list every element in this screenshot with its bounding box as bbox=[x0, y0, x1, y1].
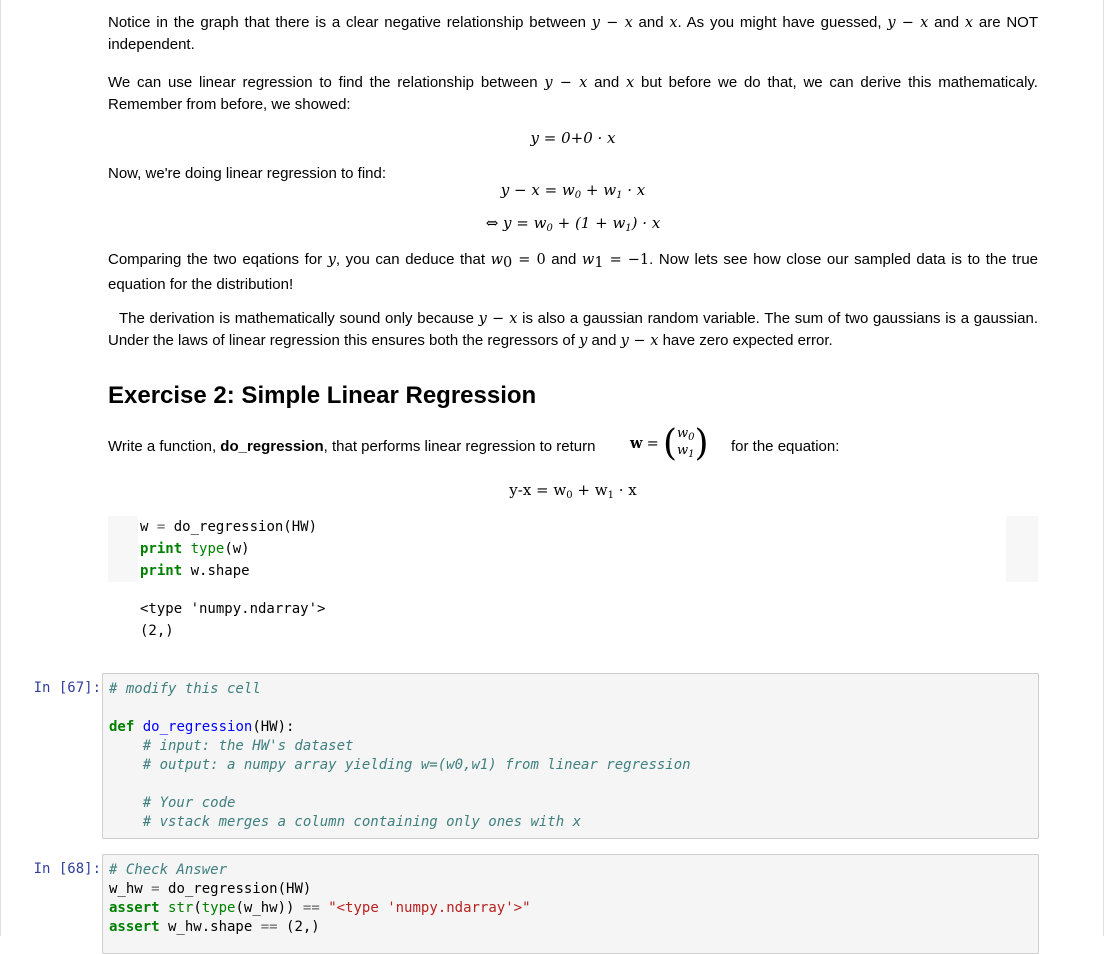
code-keyword: print bbox=[140, 541, 183, 557]
math-w: w bbox=[581, 252, 595, 268]
output-line: (2,) bbox=[140, 623, 174, 639]
text-segment: but before we do that, we can derive this mathematicaly. Remember from before, we showed: bbox=[108, 74, 1038, 113]
equation-text: · x bbox=[622, 181, 646, 199]
code-builtin: type bbox=[190, 541, 225, 557]
code-token: w bbox=[140, 519, 157, 535]
code-keyword: assert bbox=[109, 900, 160, 916]
code-token: (2,) bbox=[277, 919, 320, 935]
cell-prompt-68: In [68]: bbox=[33, 861, 101, 877]
code-token: w_hw.shape bbox=[159, 919, 261, 935]
text-segment: . Now lets see how close our sampled data is to the true equation for the distribution! bbox=[108, 251, 1039, 293]
code-token: do_regression(HW) bbox=[159, 881, 312, 897]
code-operator: == bbox=[302, 900, 320, 916]
code-keyword: assert bbox=[109, 919, 160, 935]
code-comment: # Your code bbox=[142, 795, 236, 811]
text-segment: and bbox=[632, 14, 670, 31]
text-segment: , that performs linear regression to return bbox=[323, 438, 596, 455]
equation-text: · x bbox=[613, 481, 637, 499]
left-paren: ( bbox=[662, 423, 678, 464]
code-comment: # Check Answer bbox=[109, 862, 228, 878]
subscript: 0 bbox=[546, 223, 553, 234]
math-w: w bbox=[490, 252, 504, 268]
vector-entries bbox=[677, 427, 695, 461]
cell-prompt-67: In [67]: bbox=[33, 680, 101, 696]
subscript: 1 bbox=[625, 223, 632, 234]
math-y: y bbox=[579, 333, 588, 349]
equation-text: ) · x bbox=[631, 214, 661, 232]
equation-text: + w bbox=[581, 181, 617, 199]
math-y-minus-x: y − x bbox=[478, 311, 518, 327]
subscript: 1 bbox=[607, 490, 614, 501]
math-y-minus-x: y − x bbox=[544, 75, 588, 91]
math-y-minus-x: y − x bbox=[591, 15, 633, 31]
code-operator: = bbox=[156, 519, 166, 535]
cell-67-code[interactable] bbox=[109, 680, 691, 832]
code-cell-67[interactable] bbox=[102, 673, 1039, 839]
text-segment: and bbox=[587, 332, 621, 349]
markdown-para-derivation bbox=[108, 308, 1038, 352]
text-segment: and bbox=[587, 74, 626, 91]
equation-target bbox=[108, 481, 1038, 501]
equation-text: + (1 + w bbox=[552, 214, 626, 232]
markdown-para-derive bbox=[108, 72, 1038, 116]
code-builtin: str bbox=[168, 900, 194, 916]
text-segment: Notice in the graph that there is a clear negative relationship between bbox=[108, 14, 592, 31]
code-string: "<type 'numpy.ndarray'>" bbox=[328, 900, 531, 916]
math-equals: = −1 bbox=[603, 252, 650, 268]
equation-regression bbox=[108, 181, 1038, 201]
text-segment: We can use linear regression to find the relationship between bbox=[108, 74, 545, 91]
equation-text: ⇔ y = w bbox=[485, 214, 547, 232]
subscript: 1 bbox=[688, 449, 695, 460]
function-name: do_regression bbox=[220, 438, 324, 455]
output-line: <type 'numpy.ndarray'> bbox=[140, 601, 326, 617]
code-token: w_hw bbox=[109, 881, 152, 897]
code-token: (w_hw)) bbox=[235, 900, 303, 916]
subscript: 0 bbox=[574, 190, 582, 201]
exercise-heading: Exercise 2: Simple Linear Regression bbox=[108, 382, 537, 409]
code-token: (w) bbox=[224, 541, 250, 557]
math-x: x bbox=[669, 15, 678, 31]
math-w-bold: w bbox=[630, 435, 643, 452]
markdown-para-independence bbox=[108, 12, 1038, 56]
example-code-block bbox=[108, 516, 1038, 582]
equation-equivalent bbox=[108, 214, 1038, 234]
cell-68-code[interactable] bbox=[109, 861, 531, 937]
code-comment: # input: the HW's dataset bbox=[142, 738, 354, 754]
subscript: 0 bbox=[566, 490, 573, 501]
code-keyword: def bbox=[109, 719, 135, 735]
code-comment: # modify this cell bbox=[109, 681, 261, 697]
equation-text: y − x = w bbox=[500, 181, 575, 199]
example-code bbox=[140, 516, 317, 582]
exercise-description bbox=[108, 423, 1038, 470]
code-gutter bbox=[108, 516, 138, 582]
equation-text: y-x = w bbox=[509, 481, 567, 499]
subscript: 1 bbox=[594, 255, 604, 271]
text-segment: , you can deduce that bbox=[335, 251, 491, 268]
markdown-para-compare bbox=[108, 249, 1038, 296]
vector-w bbox=[630, 423, 709, 464]
math-x: x bbox=[626, 75, 635, 91]
code-token: w.shape bbox=[182, 563, 250, 579]
code-keyword: print bbox=[140, 563, 183, 579]
code-token: (HW): bbox=[252, 719, 295, 735]
math-w: w bbox=[677, 426, 689, 441]
subscript: 0 bbox=[688, 432, 695, 443]
math-y-minus-x: y − x bbox=[620, 333, 659, 349]
math-y: y bbox=[327, 252, 336, 268]
code-operator: = bbox=[151, 881, 160, 897]
code-token: do_regression(HW) bbox=[165, 519, 318, 535]
subscript: 1 bbox=[616, 190, 623, 201]
code-token: ( bbox=[193, 900, 202, 916]
equation-text: y = 0+0 · x bbox=[530, 129, 616, 147]
right-paren: ) bbox=[694, 423, 709, 464]
text-segment: Write a function, bbox=[108, 438, 221, 455]
text-segment: are NOT independent. bbox=[108, 14, 1038, 53]
text-segment: is also a gaussian random variable. The sum of two gaussians is a gaussian. Under the laws of linear regression this ensures both the regressors of bbox=[108, 310, 1038, 349]
code-scroll-area bbox=[1006, 516, 1038, 582]
text-segment: The derivation is mathematically sound only because bbox=[119, 310, 479, 327]
subscript: 0 bbox=[503, 255, 513, 271]
text-segment: for the equation: bbox=[731, 438, 840, 455]
math-y-minus-x: y − x bbox=[887, 15, 929, 31]
code-operator: == bbox=[260, 919, 278, 935]
math-w: w bbox=[677, 443, 689, 458]
equation-text: + w bbox=[572, 481, 608, 499]
text-segment: and bbox=[928, 14, 965, 31]
math-equals: = 0 bbox=[512, 252, 546, 268]
text-segment: have zero expected error. bbox=[658, 332, 833, 349]
math-x: x bbox=[964, 15, 974, 31]
equation-y-equals bbox=[108, 129, 1038, 147]
code-comment: # output: a numpy array yielding w=(w0,w1) from linear regression bbox=[142, 757, 691, 773]
code-function-name: do_regression bbox=[142, 719, 253, 735]
code-cell-68[interactable] bbox=[102, 854, 1039, 954]
text-segment: Comparing the two eqations for bbox=[108, 251, 328, 268]
code-comment: # vstack merges a column containing only ones with x bbox=[142, 814, 582, 830]
text-segment: and bbox=[545, 251, 582, 268]
code-builtin: type bbox=[201, 900, 236, 916]
text-segment: . As you might have guessed, bbox=[677, 14, 888, 31]
math-equals: = bbox=[646, 436, 659, 452]
example-output bbox=[140, 598, 325, 642]
text-segment: Now, we're doing linear regression to find: bbox=[108, 165, 387, 182]
